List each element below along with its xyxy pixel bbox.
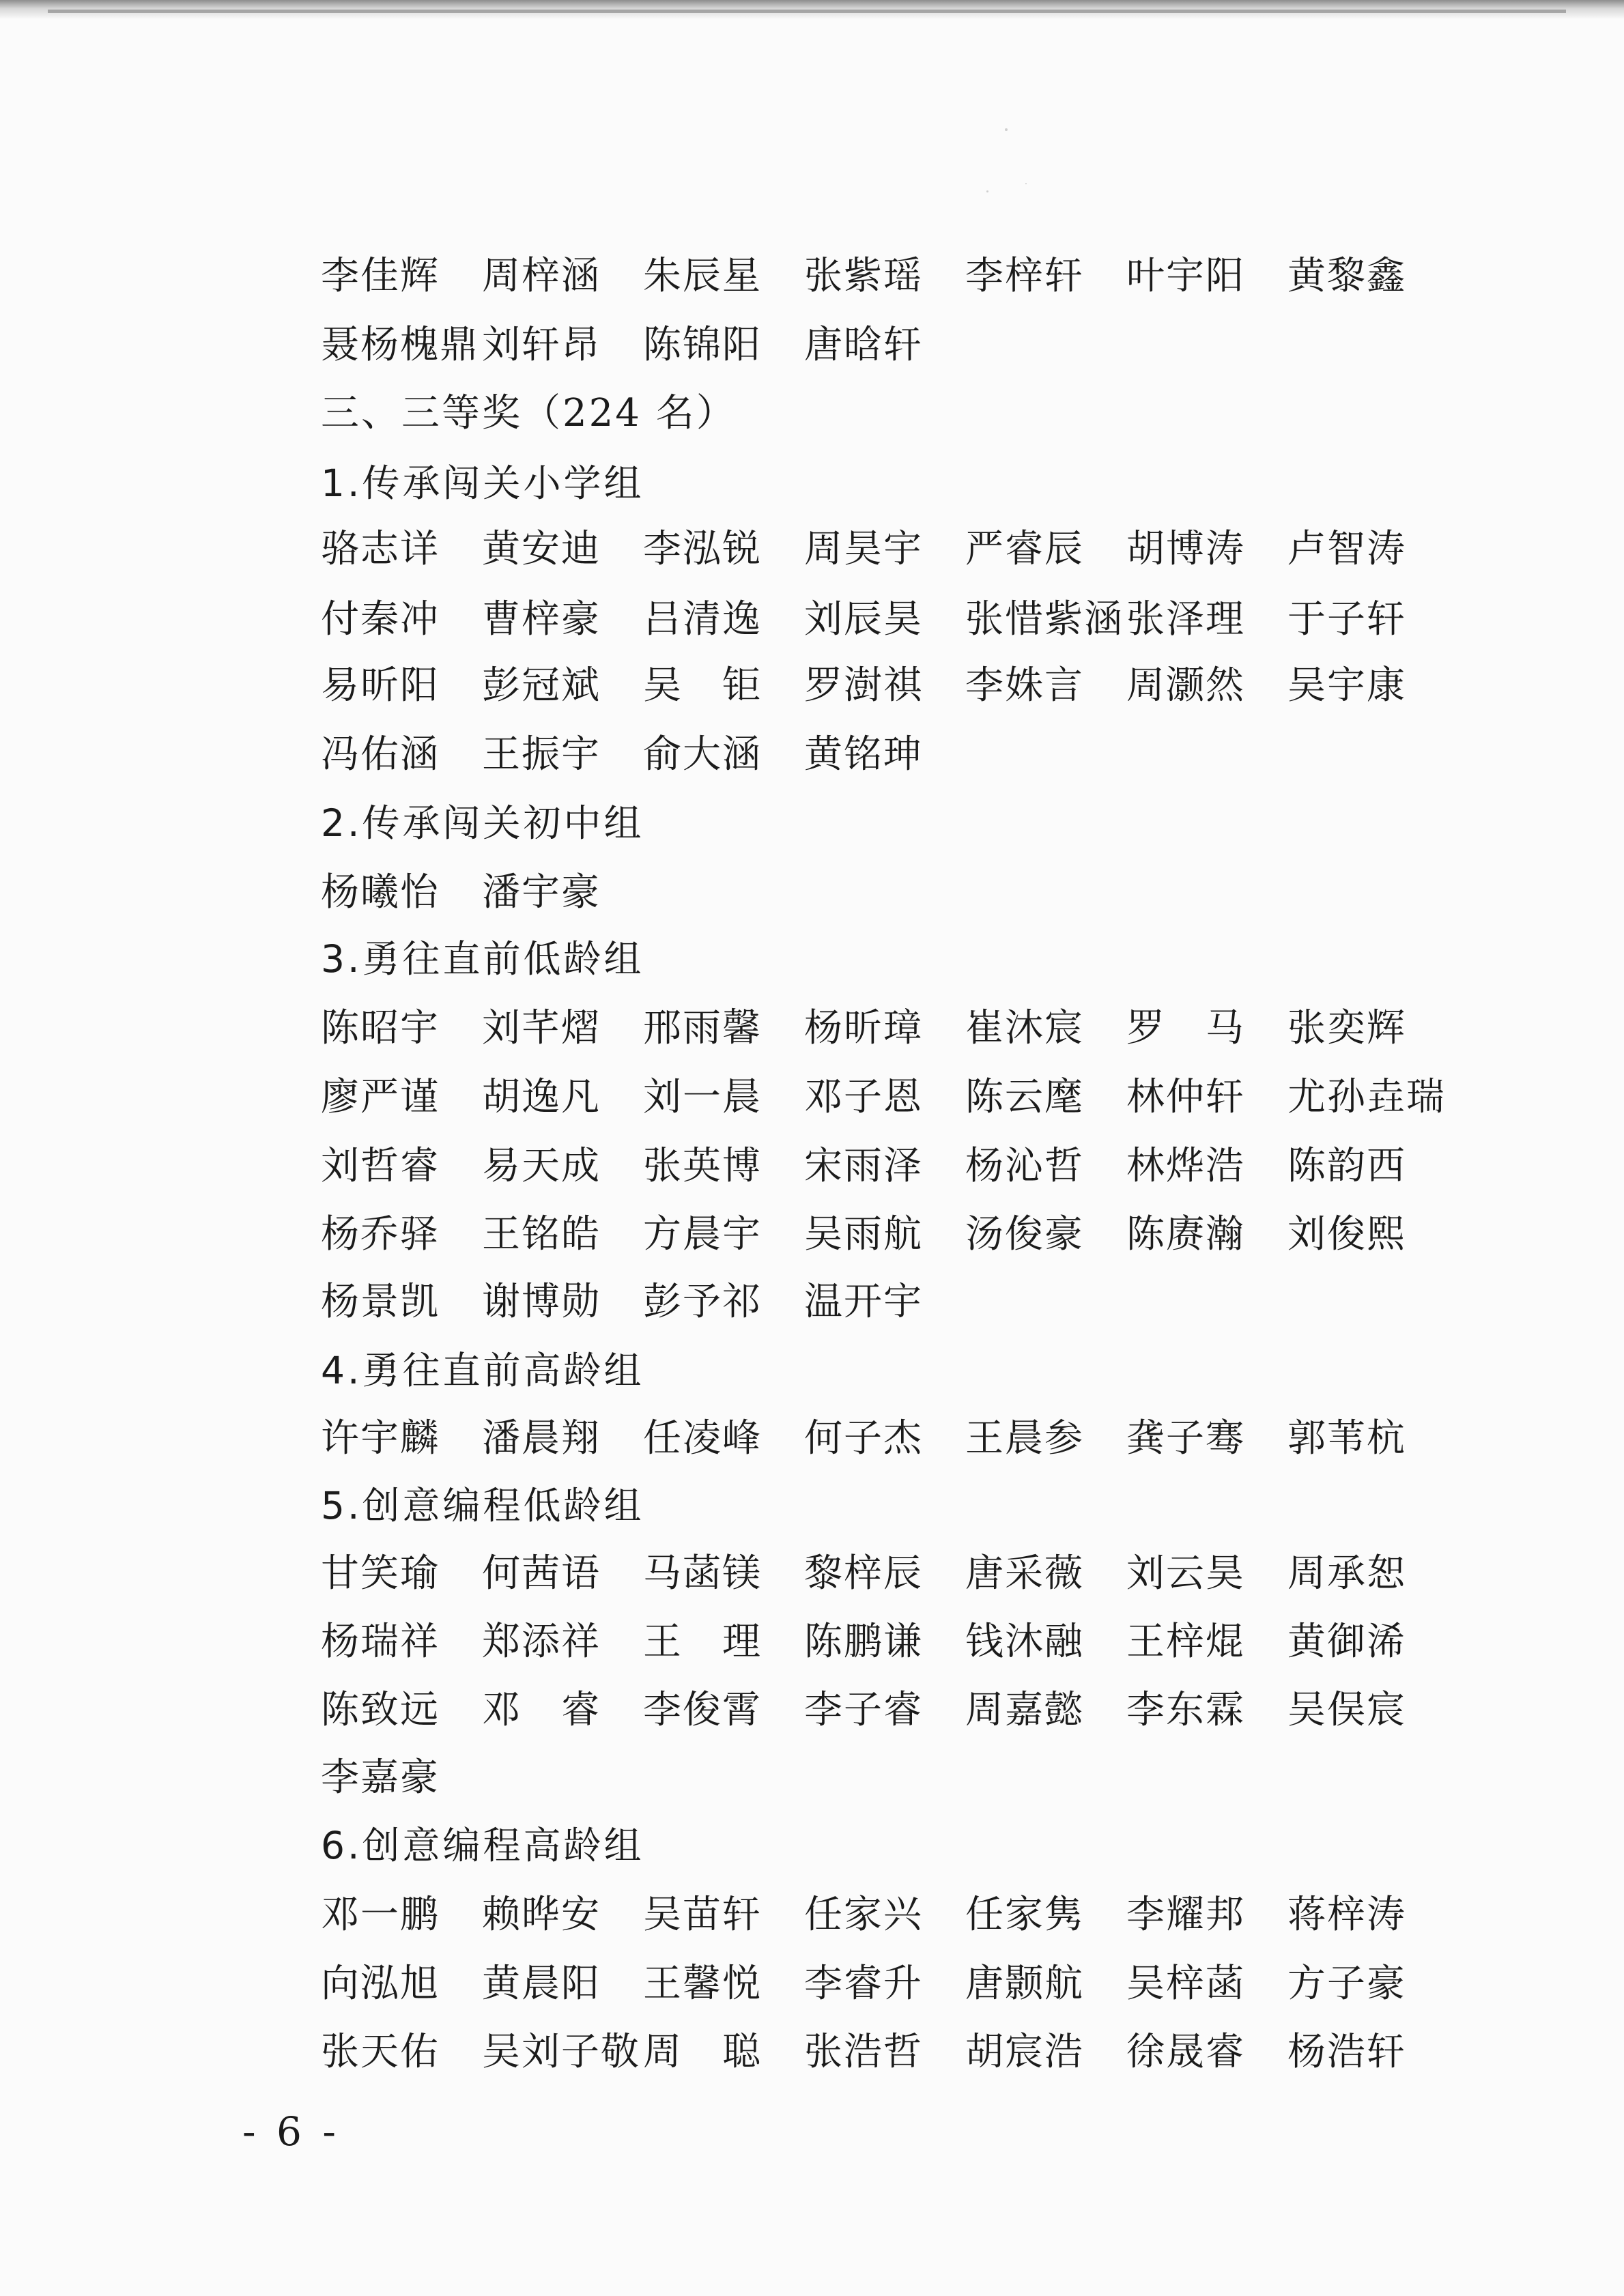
student-name: 张紫瑶	[804, 254, 923, 298]
student-name: 胡宸浩	[965, 2030, 1084, 2074]
page-number: - 6 -	[242, 2108, 340, 2155]
student-name: 冯佑涵	[321, 732, 440, 777]
student-name: 陈鹏谦	[804, 1620, 923, 1664]
student-name: 李俊霄	[643, 1688, 762, 1732]
student-name: 潘宇豪	[482, 870, 601, 915]
student-name: 朱辰星	[643, 254, 762, 298]
name-row	[321, 1681, 1449, 1740]
student-name: 严睿辰	[965, 527, 1084, 571]
student-name: 黄晨阳	[482, 1962, 601, 2006]
student-name: 杨瑞祥	[321, 1620, 440, 1664]
student-name: 于子轩	[1287, 597, 1406, 642]
student-name: 陈韵西	[1287, 1144, 1406, 1188]
student-name: 杨沁哲	[965, 1144, 1084, 1188]
student-name: 马菡镁	[643, 1551, 762, 1596]
student-name: 赖晔安	[482, 1893, 601, 1937]
name-row	[321, 999, 1449, 1058]
group-heading: 3.勇往直前低龄组	[321, 937, 644, 981]
student-name: 王振宇	[482, 732, 601, 777]
student-name: 王晨参	[965, 1416, 1084, 1461]
student-name: 杨昕璋	[804, 1006, 923, 1050]
name-row	[321, 1068, 1449, 1127]
student-name: 任家兴	[804, 1893, 923, 1937]
student-name: 杨浩轩	[1287, 2030, 1406, 2074]
student-name: 尤孙垚瑞	[1287, 1075, 1446, 1119]
name-row	[321, 520, 1449, 579]
student-name: 吴苗轩	[643, 1893, 762, 1937]
student-name: 郑添祥	[482, 1620, 601, 1664]
student-name: 付秦冲	[321, 597, 440, 642]
student-name: 杨曦怡	[321, 870, 440, 915]
group-heading: 5.创意编程低龄组	[321, 1484, 644, 1527]
student-name: 周承恕	[1287, 1551, 1406, 1596]
student-name: 易天成	[482, 1144, 601, 1188]
student-name: 徐晟睿	[1126, 2030, 1245, 2074]
student-name: 吴宇康	[1287, 663, 1406, 708]
student-name: 陈赓瀚	[1126, 1212, 1245, 1257]
student-name: 潘晨翔	[482, 1416, 601, 1461]
student-name: 黄铭珅	[804, 732, 923, 777]
student-name: 聂杨槐鼎	[321, 323, 479, 367]
student-name: 俞大涵	[643, 732, 762, 777]
student-name: 邓 睿	[482, 1688, 601, 1732]
student-name: 胡逸凡	[482, 1075, 601, 1119]
student-name: 彭冠斌	[482, 663, 601, 708]
student-name: 李子睿	[804, 1688, 923, 1732]
group-heading: 4.勇往直前高龄组	[321, 1349, 644, 1392]
student-name: 卢智涛	[1287, 527, 1406, 571]
student-name: 张英博	[643, 1144, 762, 1188]
name-row	[321, 657, 1449, 715]
student-name: 王馨悦	[643, 1962, 762, 2006]
name-row	[321, 316, 965, 375]
student-name: 邢雨馨	[643, 1006, 762, 1050]
student-name: 罗 马	[1126, 1006, 1245, 1050]
student-name: 刘哲睿	[321, 1144, 440, 1188]
student-name: 张奕辉	[1287, 1006, 1406, 1050]
name-row	[321, 1886, 1449, 1945]
student-name: 杨乔驿	[321, 1212, 440, 1257]
student-name: 刘轩昂	[482, 323, 601, 367]
name-row	[321, 726, 965, 784]
student-name: 黎梓辰	[804, 1551, 923, 1596]
student-name: 李泓锐	[643, 527, 762, 571]
student-name: 李耀邦	[1126, 1893, 1245, 1937]
student-name: 易昕阳	[321, 663, 440, 708]
student-name: 崔沐宸	[965, 1006, 1084, 1050]
student-name: 方子豪	[1287, 1962, 1406, 2006]
student-name: 曹梓豪	[482, 597, 601, 642]
student-name: 李嘉豪	[321, 1755, 440, 1800]
student-name: 许宇麟	[321, 1416, 440, 1461]
student-name: 邓子恩	[804, 1075, 923, 1119]
student-name: 胡博涛	[1126, 527, 1245, 571]
student-name: 向泓旭	[321, 1962, 440, 2006]
student-name: 黄安迪	[482, 527, 601, 571]
student-name: 郭苇杭	[1287, 1416, 1406, 1461]
student-name: 李梓轩	[965, 254, 1084, 298]
student-name: 李东霖	[1126, 1688, 1245, 1732]
student-name: 陈锦阳	[643, 323, 762, 367]
student-name: 吴梓菡	[1126, 1962, 1245, 2006]
student-name: 任凌峰	[643, 1416, 762, 1461]
name-row	[321, 1955, 1449, 2013]
group-heading: 6.创意编程高龄组	[321, 1824, 644, 1867]
student-name: 陈致远	[321, 1688, 440, 1732]
student-name: 吴 钜	[643, 663, 762, 708]
student-name: 张泽理	[1126, 597, 1245, 642]
student-name: 唐采薇	[965, 1551, 1084, 1596]
student-name: 蒋梓涛	[1287, 1893, 1406, 1937]
name-row	[321, 1613, 1449, 1671]
student-name: 刘一晨	[643, 1075, 762, 1119]
student-name: 唐晗轩	[804, 323, 923, 367]
student-name: 汤俊豪	[965, 1212, 1084, 1257]
student-name: 黄御浠	[1287, 1620, 1406, 1664]
student-name: 任家隽	[965, 1893, 1084, 1937]
student-name: 周嘉懿	[965, 1688, 1084, 1732]
student-name: 李睿升	[804, 1962, 923, 2006]
student-name: 钱沐融	[965, 1620, 1084, 1664]
student-name: 周灏然	[1126, 663, 1245, 708]
student-name: 张浩哲	[804, 2030, 923, 2074]
student-name: 吕清逸	[643, 597, 762, 642]
student-name: 吴俣宸	[1287, 1688, 1406, 1732]
student-name: 刘俊熙	[1287, 1212, 1406, 1257]
student-name: 何茜语	[482, 1551, 601, 1596]
name-row	[321, 1137, 1449, 1196]
student-name: 龚子骞	[1126, 1416, 1245, 1461]
student-name: 廖严谨	[321, 1075, 440, 1119]
student-name: 温开宇	[804, 1280, 923, 1324]
student-name: 李姝言	[965, 663, 1084, 708]
document-body	[321, 0, 1509, 2296]
name-row	[321, 2023, 1449, 2082]
name-row	[321, 247, 1449, 306]
student-name: 唐颢航	[965, 1962, 1084, 2006]
student-name: 刘芊熠	[482, 1006, 601, 1050]
group-heading: 2.传承闯关初中组	[321, 801, 644, 845]
student-name: 张惜紫涵	[965, 597, 1124, 642]
name-row	[321, 590, 1449, 649]
student-name: 甘笑瑜	[321, 1551, 440, 1596]
student-name: 杨景凯	[321, 1280, 440, 1324]
student-name: 罗澍祺	[804, 663, 923, 708]
name-row	[321, 863, 643, 922]
student-name: 何子杰	[804, 1416, 923, 1461]
student-name: 周梓涵	[482, 254, 601, 298]
student-name: 陈昭宇	[321, 1006, 440, 1050]
student-name: 吴刘子敬	[482, 2030, 640, 2074]
student-name: 林烨浩	[1126, 1144, 1245, 1188]
student-name: 谢博勋	[482, 1280, 601, 1324]
student-name: 方晨宇	[643, 1212, 762, 1257]
student-name: 周昊宇	[804, 527, 923, 571]
student-name: 彭予祁	[643, 1280, 762, 1324]
student-name: 刘云昊	[1126, 1551, 1245, 1596]
student-name: 张天佑	[321, 2030, 440, 2074]
student-name: 林仲轩	[1126, 1075, 1245, 1119]
student-name: 周 聪	[643, 2030, 762, 2074]
student-name: 陈云麾	[965, 1075, 1084, 1119]
name-row	[321, 1205, 1449, 1264]
name-row	[321, 1749, 482, 1807]
student-name: 王梓焜	[1126, 1620, 1245, 1664]
student-name: 刘辰昊	[804, 597, 923, 642]
student-name: 叶宇阳	[1126, 254, 1245, 298]
student-name: 王铭皓	[482, 1212, 601, 1257]
student-name: 黄黎鑫	[1287, 254, 1406, 298]
student-name: 骆志详	[321, 527, 440, 571]
group-heading: 1.传承闯关小学组	[321, 461, 644, 505]
name-row	[321, 1409, 1449, 1468]
name-row	[321, 1545, 1449, 1603]
section-heading: 三、三等奖（224 名）	[321, 391, 737, 435]
student-name: 邓一鹏	[321, 1893, 440, 1937]
student-name: 吴雨航	[804, 1212, 923, 1257]
student-name: 宋雨泽	[804, 1144, 923, 1188]
student-name: 李佳辉	[321, 254, 440, 298]
student-name: 王 理	[643, 1620, 762, 1664]
name-row	[321, 1273, 965, 1332]
